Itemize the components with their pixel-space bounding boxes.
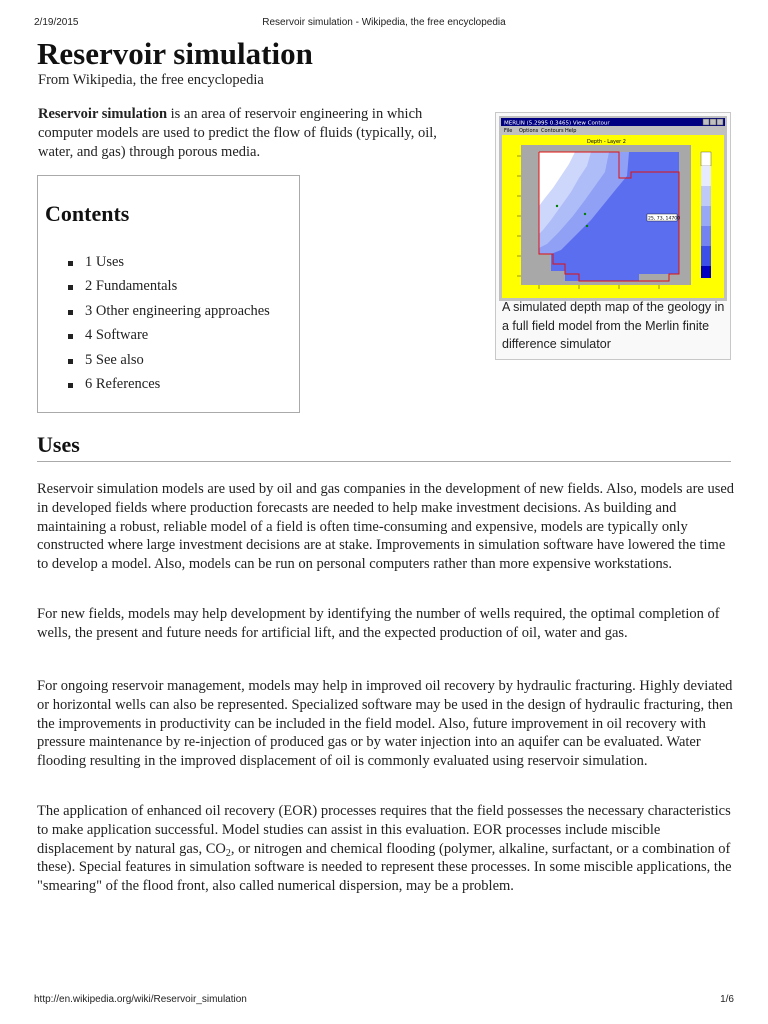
intro-text: is an area of reservoir engineering in which computer models are used to predict the flow of fluids (typically, oil, water, and gas) through porous media.: [38, 106, 437, 160]
toc-item-fundamentals[interactable]: [68, 274, 270, 298]
print-page-title: Reservoir simulation - Wikipedia, the free encyclopedia: [262, 17, 506, 28]
toc-heading: Contents: [45, 201, 130, 226]
section-divider: [37, 461, 731, 462]
figure-caption: A simulated depth map of the geology in a full field model from the Merlin finite difference simulator: [502, 300, 725, 351]
uses-paragraph-4-part-a: The application of enhanced oil recovery (EOR) processes requires that the field possesses the necessary characteristics to make application successful. Model studies can assist in this evaluation. EOR processes include miscible displacement by natural gas, CO: [37, 803, 731, 857]
toc-item-label: 5 See also: [85, 351, 144, 368]
toc-item-uses[interactable]: [68, 250, 270, 274]
simulation-screenshot-image[interactable]: [499, 116, 727, 301]
menu-file: File: [504, 128, 513, 134]
plot-title: Depth - Layer 2: [587, 139, 626, 145]
figure-box: [495, 112, 731, 360]
menu-options: Options: [519, 128, 539, 134]
print-header: [34, 17, 734, 31]
intro-paragraph: [38, 105, 468, 161]
toc-item-references[interactable]: [68, 372, 270, 396]
toc-item-label: 3 Other engineering approaches: [85, 302, 270, 319]
uses-paragraph-4: [37, 802, 735, 896]
menu-contours: Contours: [541, 128, 564, 134]
toc-item-see-also[interactable]: [68, 348, 270, 372]
toc-item-software[interactable]: [68, 323, 270, 347]
print-date: 2/19/2015: [34, 17, 79, 28]
bullet-icon: [68, 261, 73, 266]
print-url: http://en.wikipedia.org/wiki/Reservoir_simulation: [34, 994, 247, 1005]
bullet-icon: [68, 285, 73, 290]
readout-label: 25, 73, 14700: [648, 216, 681, 222]
menu-help: Help: [565, 128, 577, 134]
intro-bold-term: Reservoir simulation: [38, 106, 168, 122]
print-page-number: 1/6: [720, 994, 734, 1005]
article-tagline: From Wikipedia, the free encyclopedia: [38, 72, 264, 88]
co2-subscript: 2: [225, 847, 231, 859]
article-title: Reservoir simulation: [37, 36, 313, 71]
print-footer: [34, 994, 734, 1008]
uses-paragraph-2: For new fields, models may help development by identifying the number of wells required, the optimal completion of wells, the present and future needs for artificial lift, and the expected production of oil, water and gas.: [37, 606, 720, 641]
uses-paragraph-4-part-b: , or nitrogen and chemical flooding (polymer, alkaline, surfactant, or a combination of these). Special features in simulation software is needed to represent these processes. In some miscible applications, the "smearing" of the flood front, also called numerical dispersion, may be a problem.: [37, 840, 732, 895]
section-heading-uses: Uses: [37, 432, 80, 457]
bullet-icon: [68, 310, 73, 315]
window-title-text: MERLIN (5.2995 0.3465) View Contour: [504, 120, 610, 127]
uses-paragraph-1: Reservoir simulation models are used by oil and gas companies in the development of new fields. Also, models are used in developed fields where production forecasts are needed to help make investment decisions. As building and maintaining a robust, reliable model of a field is often time-consuming and expensive, models are typically only constructed where large investment decisions are at stake. Improvements in simulation software have lowered the time to develop a model. Also, models can be run on personal computers rather than more expensive workstations.: [37, 481, 735, 573]
bullet-icon: [68, 383, 73, 388]
table-of-contents: [37, 175, 300, 413]
uses-paragraph-3: For ongoing reservoir management, models may help in improved oil recovery by hydraulic fracturing. Highly deviated or horizontal wells can also be represented. Specialized software may be used in the design of hydraulic fracturing, then the improvements in productivity can be included in the field model. Also, future improvement in oil recovery with pressure maintenance by re-injection of produced gas or by water injection into an aquifer can be evaluated. Water flooding resulting in the improved displacement of oil is commonly evaluated using reservoir simulation.: [37, 678, 733, 770]
toc-item-other-approaches[interactable]: [68, 299, 270, 323]
toc-item-label: 2 Fundamentals: [85, 278, 178, 295]
bullet-icon: [68, 359, 73, 364]
toc-item-label: 1 Uses: [85, 254, 125, 270]
toc-item-label: 6 References: [85, 375, 161, 392]
toc-list: [68, 250, 270, 396]
toc-item-label: 4 Software: [85, 327, 149, 344]
bullet-icon: [68, 334, 73, 339]
